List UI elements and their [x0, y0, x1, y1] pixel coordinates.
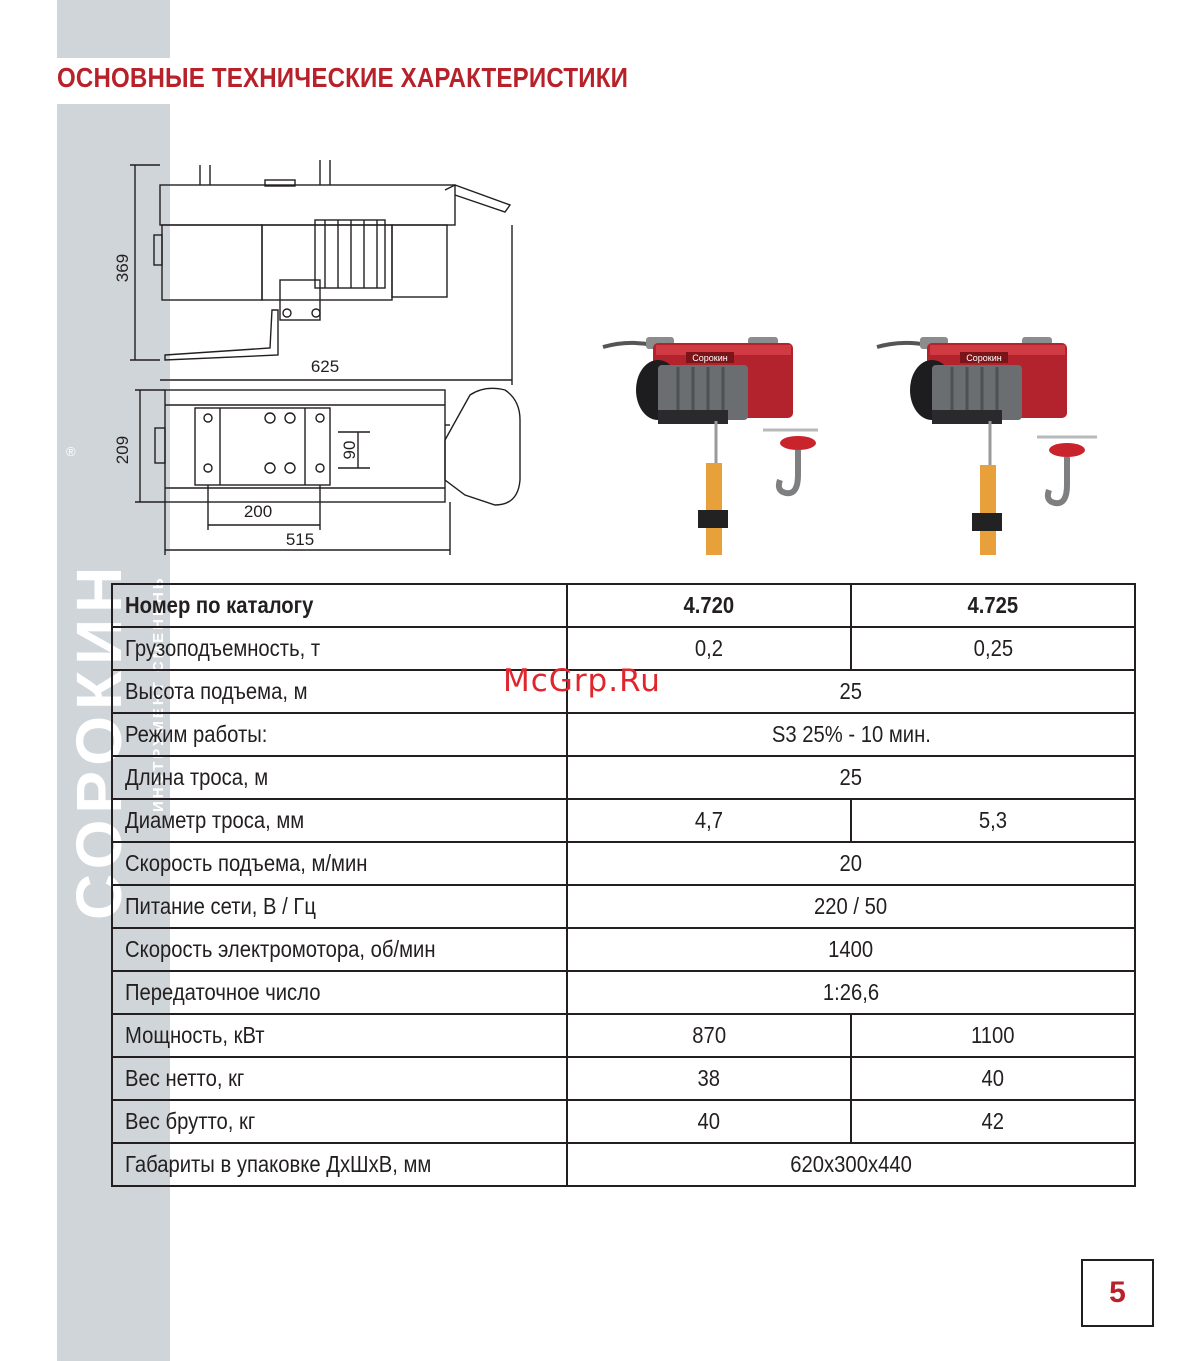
row-value: 20 — [839, 850, 863, 876]
row-value: 5,3 — [978, 807, 1008, 833]
product-photo-4725 — [872, 325, 1098, 555]
row-value: 0,2 — [694, 635, 724, 661]
row-value: 620x300x440 — [790, 1151, 912, 1177]
handle-top — [445, 388, 520, 505]
row-value: 1400 — [828, 936, 874, 962]
header-label: Номер по каталогу — [125, 592, 314, 618]
dim-height: 369 — [113, 253, 132, 283]
row-label: Режим работы: — [125, 721, 268, 747]
drum-housing — [162, 225, 262, 300]
photo-label: Сорокин — [692, 353, 728, 363]
table-row — [112, 713, 1135, 756]
row-label: Диаметр троса, мм — [125, 807, 305, 833]
dim-inner-length: 200 — [243, 502, 273, 521]
row-value: 4,7 — [694, 807, 724, 833]
dim-width: 209 — [113, 435, 132, 465]
technical-drawing — [100, 150, 540, 570]
table-row — [112, 842, 1135, 885]
row-label: Вес брутто, кг — [125, 1108, 256, 1134]
row-label: Высота подъема, м — [125, 678, 308, 704]
row-label: Грузоподъемность, т — [125, 635, 321, 661]
row-label: Длина троса, м — [125, 764, 269, 790]
dim-inner-width: 90 — [340, 440, 359, 460]
row-label: Передаточное число — [125, 979, 321, 1005]
page-title: ОСНОВНЫЕ ТЕХНИЧЕСКИЕ ХАРАКТЕРИСТИКИ — [57, 62, 629, 93]
row-value: 40 — [981, 1065, 1005, 1091]
page-number: 5 — [1081, 1259, 1154, 1327]
table-row — [112, 971, 1135, 1014]
row-value: 25 — [839, 678, 863, 704]
model-number: 4.725 — [967, 592, 1019, 618]
row-value: S3 25% - 10 мин. — [771, 721, 931, 747]
table-row — [112, 756, 1135, 799]
row-value: 40 — [697, 1108, 721, 1134]
row-label: Скорость подъема, м/мин — [125, 850, 368, 876]
model-number: 4.720 — [683, 592, 735, 618]
row-label: Вес нетто, кг — [125, 1065, 245, 1091]
registered-mark: ® — [66, 444, 76, 459]
row-value: 25 — [839, 764, 863, 790]
table-row — [112, 885, 1135, 928]
table-row — [112, 928, 1135, 971]
header-label-cell — [112, 584, 567, 627]
row-value: 42 — [981, 1108, 1005, 1134]
brand-logo-text: СОРОКИН — [63, 560, 135, 920]
table-header-row — [112, 584, 1135, 627]
dim-length: 625 — [310, 357, 340, 376]
dim-base-length: 515 — [285, 530, 315, 549]
row-label: Габариты в упаковке ДхШхВ, мм — [125, 1151, 432, 1177]
model-4720-cell — [567, 584, 851, 627]
row-value: 1:26,6 — [822, 979, 880, 1005]
row-value: 38 — [697, 1065, 721, 1091]
gear-housing — [392, 225, 447, 297]
brand-tagline: ИНСТРУМЕНТ СМЕНЕНЬ — [150, 575, 167, 812]
table-row — [112, 1014, 1135, 1057]
row-value: 870 — [692, 1022, 726, 1048]
row-value: 0,25 — [973, 635, 1013, 661]
table-row — [112, 1100, 1135, 1143]
row-label: Скорость электромотора, об/мин — [125, 936, 436, 962]
motor-housing — [262, 225, 392, 300]
hoist-top-frame — [160, 185, 455, 225]
product-photo-4720 — [598, 325, 824, 555]
table-row — [112, 1057, 1135, 1100]
hoist-illustration — [877, 337, 1097, 555]
watermark: McGrp.Ru — [503, 663, 661, 699]
hoist-illustration — [603, 337, 818, 555]
row-value: 1100 — [971, 1022, 1015, 1048]
table-row — [112, 799, 1135, 842]
row-label: Мощность, кВт — [125, 1022, 265, 1048]
model-4725-cell — [851, 584, 1135, 627]
row-value: 220 / 50 — [814, 893, 888, 919]
photo-label: Сорокин — [966, 353, 1002, 363]
bracket — [165, 310, 278, 360]
table-row — [112, 1143, 1135, 1186]
row-label: Питание сети, В / Гц — [125, 893, 316, 919]
